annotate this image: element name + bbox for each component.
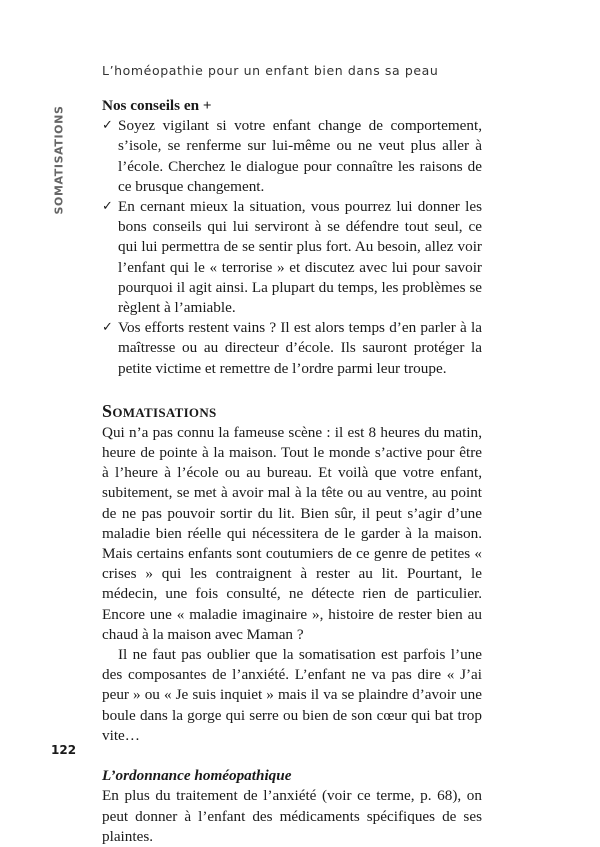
checkmark-icon: ✓	[102, 320, 113, 336]
tips-heading-text: Nos conseils en	[102, 97, 200, 114]
tip-item	[102, 197, 482, 318]
plus-icon: +	[202, 97, 212, 114]
tips-list	[102, 116, 482, 379]
side-tab-label: SOMATISATIONS	[52, 105, 66, 215]
checkmark-icon: ✓	[102, 118, 113, 134]
section-title: SOMATISATIONS	[102, 400, 217, 421]
body-paragraph: En plus du traitement de l’anxiété (voir ce terme, p. 68), on peut donner à l’enfant des médicaments spécifiques de ses plaintes.	[102, 787, 482, 845]
tips-heading	[102, 96, 482, 116]
tip-item	[102, 116, 482, 197]
checkmark-icon: ✓	[102, 199, 113, 215]
tip-text: Soyez vigilant si votre enfant change de comportement, s’isole, se renferme sur lui-même ou ne veut plus aller à l’école. Cherchez le dialogue pour connaître les raisons de ce brusque changement.	[118, 117, 482, 195]
body-paragraph: Qui n’a pas connu la fameuse scène : il est 8 heures du matin, heure de pointe à la maison. Tout le monde s’active pour être à l’heure à l’école ou au bureau. Et voilà que votre enfant, subitement, se met à avoir mal à la tête ou au ventre, au point de ne pas pouvoir sortir du lit. Bien sûr, il peut s’agir d’une maladie bien réelle qui nécessitera de le garder à la maison. Mais certains enfants sont coutumiers de ce genre de petites « crises » qui les contraignent à rester au lit. Pourtant, le médecin, une fois consulté, ne détecte rien de particulier. Encore une « maladie imaginaire », histoire de rester bien au chaud à la maison avec Maman ?	[102, 423, 482, 643]
tip-text: Vos efforts restent vains ? Il est alors temps d’en parler à la maîtresse ou au directeur d’école. Ils sauront protéger la petite victime et remettre de l’ordre parmi leur troupe.	[118, 319, 482, 377]
page-number: 122	[51, 743, 77, 757]
tip-item	[102, 318, 482, 379]
page-content	[102, 96, 482, 847]
body-paragraph: Il ne faut pas oublier que la somatisation est parfois l’une des composantes de l’anxiété. L’enfant ne va pas dire « J’ai peur » ou « Je suis inquiet » mais il va se plaindre d’avoir une boule dans la gorge qui serre ou bien de son cœur qui bat trop vite…	[102, 646, 482, 744]
side-tab	[51, 100, 67, 220]
running-header: L’homéopathie pour un enfant bien dans sa peau	[102, 63, 439, 78]
tip-text: En cernant mieux la situation, vous pourrez lui donner les bons conseils qui lui serviront à se défendre tout seul, ce qui lui permettra de se sentir plus fort. Au besoin, allez voir l’enfant qui le « terrorise » et discutez avec lui pour savoir pourquoi il agit ainsi. La plupart du temps, les problèmes se règlent à l’amiable.	[118, 198, 482, 317]
subsection-title: L’ordonnance homéopathique	[102, 767, 292, 785]
